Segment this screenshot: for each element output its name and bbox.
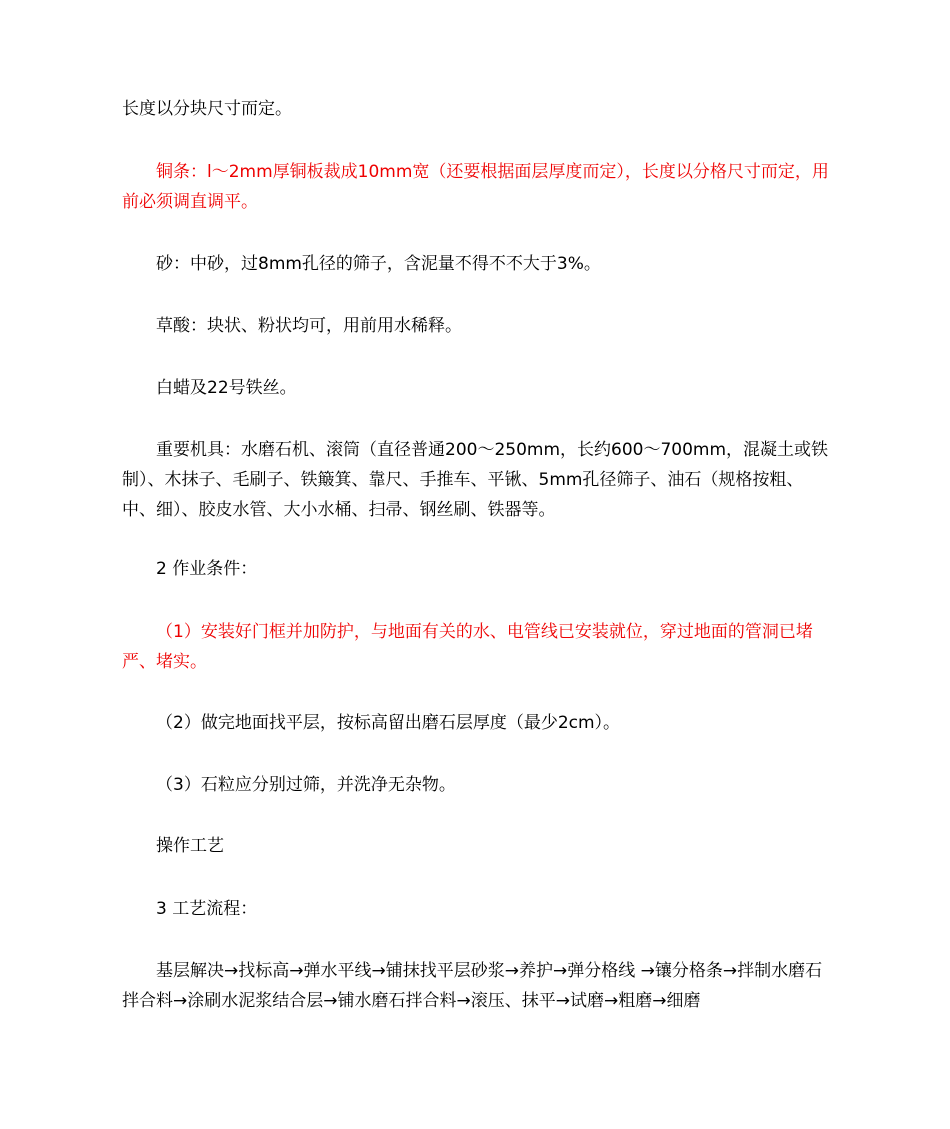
paragraph-main-tools: 重要机具：水磨石机、滚筒（直径普通200～250mm，长约600～700mm，混凝土或铁制）、木抹子、毛刷子、铁簸箕、靠尺、手推车、平锹、5mm孔径筛子、油石（规格按粗、中、细）、胶皮水管、大小水桶、扫帚、钢丝刷、铁器等。	[122, 440, 829, 520]
paragraph-wax-wire: 白蜡及22号铁丝。	[156, 378, 297, 398]
paragraph-work-conditions-heading: 2 作业条件：	[156, 559, 258, 579]
paragraph-condition-1: （1）安装好门框并加防护，与地面有关的水、电管线已安装就位，穿过地面的管洞已堵严、堵实。	[122, 622, 813, 672]
paragraph-operation-process-heading: 操作工艺	[156, 836, 224, 856]
paragraph-condition-2: （2）做完地面找平层，按标高留出磨石层厚度（最少2cm）。	[156, 713, 621, 733]
paragraph-condition-3: （3）石粒应分别过筛，并洗净无杂物。	[156, 775, 456, 795]
paragraph-block-length: 长度以分块尺寸而定。	[122, 99, 292, 119]
paragraph-sand: 砂：中砂，过8mm孔径的筛子，含泥量不得不不大于3%。	[156, 254, 601, 274]
paragraph-process-flow: 基层解决→找标高→弹水平线→铺抹找平层砂浆→养护→弹分格线 →镶分格条→拌制水磨石拌合料→涂刷水泥浆结合层→铺水磨石拌合料→滚压、抹平→试磨→粗磨→细磨	[122, 961, 823, 1011]
paragraph-oxalic-acid: 草酸：块状、粉状均可，用前用水稀释。	[156, 316, 462, 336]
paragraph-process-flow-heading: 3 工艺流程：	[156, 899, 258, 919]
paragraph-copper-strip: 铜条：l～2mm厚铜板裁成10mm宽（还要根据面层厚度而定），长度以分格尺寸而定，用前必须调直调平。	[122, 162, 829, 212]
